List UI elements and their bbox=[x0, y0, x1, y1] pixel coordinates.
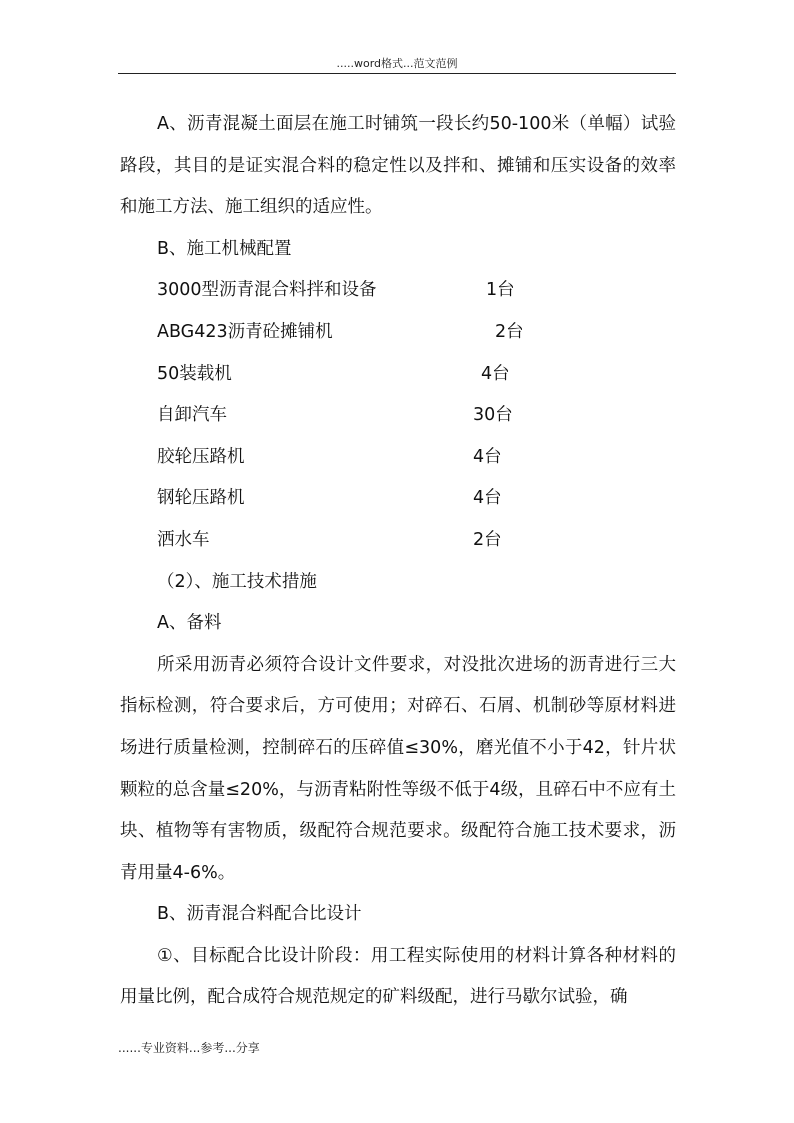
heading-machinery: B、施工机械配置 bbox=[157, 238, 292, 259]
equipment-qty: 2台 bbox=[495, 321, 524, 342]
equipment-name: ABG423沥青砼摊铺机 bbox=[157, 321, 333, 342]
heading-technical-measures: （2）、施工技术措施 bbox=[157, 571, 317, 592]
equipment-item bbox=[120, 478, 676, 520]
header-divider bbox=[118, 73, 676, 74]
equipment-list bbox=[120, 270, 676, 561]
heading-materials: A、备料 bbox=[157, 613, 222, 634]
page-footer: ......专业资料...参考...分享 bbox=[118, 1041, 260, 1055]
paragraph-materials: 所采用沥青必须符合设计文件要求，对没批次进场的沥青进行三大指标检测，符合要求后，方可使用；对碎石、石屑、机制砂等原材料进场进行质量检测，控制碎石的压碎值≤30%，磨光值不小于42，针片状颗粒的总含量≤20%，与沥青粘附性等级不低于4级，且碎石中不应有土块、植物等有害物质，级配符合规范要求。级配符合施工技术要求，沥青用量4-6%。 bbox=[120, 654, 676, 883]
document-body bbox=[120, 104, 676, 1019]
equipment-name: 洒水车 bbox=[157, 529, 210, 550]
equipment-qty: 4台 bbox=[473, 488, 502, 509]
equipment-name: 自卸汽车 bbox=[157, 405, 227, 426]
equipment-item bbox=[120, 395, 676, 437]
paragraph-mix-design: ①、目标配合比设计阶段：用工程实际使用的材料计算各种材料的用量比例，配合成符合规范规定的矿料级配，进行马歇尔试验，确 bbox=[120, 945, 676, 1008]
equipment-name: 50装载机 bbox=[157, 363, 232, 384]
equipment-qty: 2台 bbox=[473, 529, 502, 550]
equipment-qty: 4台 bbox=[481, 363, 510, 384]
paragraph-test-section: A、沥青混凝土面层在施工时铺筑一段长约50-100米（单幅）试验路段，其目的是证实混合料的稳定性以及拌和、摊铺和压实设备的效率和施工方法、施工组织的适应性。 bbox=[120, 114, 676, 218]
equipment-qty: 4台 bbox=[473, 446, 502, 467]
equipment-qty: 30台 bbox=[473, 405, 513, 426]
equipment-name: 钢轮压路机 bbox=[157, 488, 245, 509]
equipment-name: 胶轮压路机 bbox=[157, 446, 245, 467]
page-header: .....word格式...范文范例 bbox=[336, 57, 458, 70]
equipment-name: 3000型沥青混合料拌和设备 bbox=[157, 280, 377, 301]
equipment-item bbox=[120, 312, 676, 354]
equipment-item bbox=[120, 520, 676, 562]
equipment-qty: 1台 bbox=[486, 280, 515, 301]
equipment-item bbox=[120, 354, 676, 396]
equipment-item bbox=[120, 270, 676, 312]
heading-mix-design: B、沥青混合料配合比设计 bbox=[157, 904, 362, 925]
equipment-item bbox=[120, 437, 676, 479]
